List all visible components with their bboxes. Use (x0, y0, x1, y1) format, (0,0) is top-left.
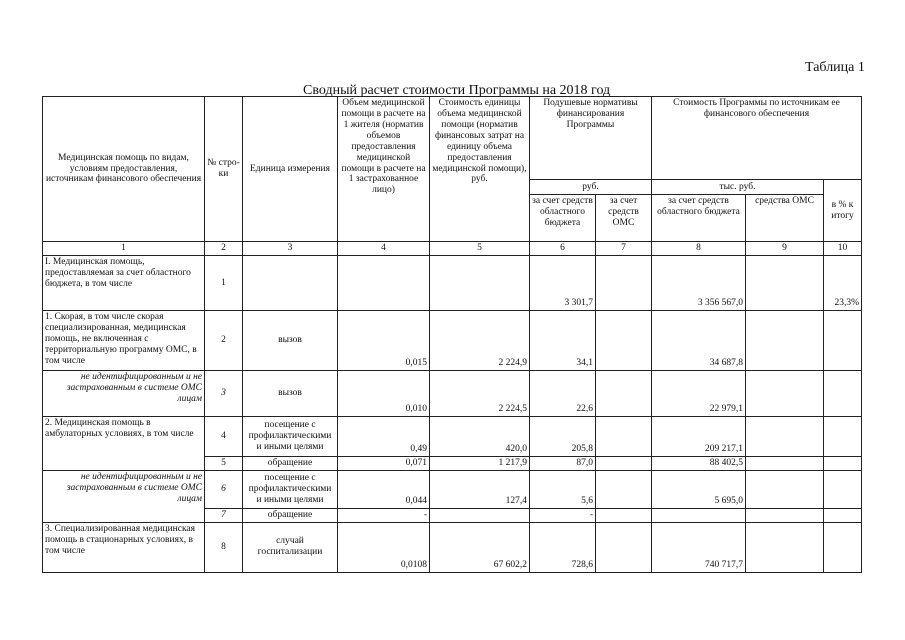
header-col-6: за счет средств областного бюджета (530, 195, 596, 242)
table-number: Таблица 1 (805, 60, 865, 75)
row-norm-oms (596, 457, 652, 471)
row-sum-oms (746, 417, 824, 457)
row-volume: 0,0108 (338, 522, 430, 572)
row-percent (824, 522, 862, 572)
header-col-4: Объем медицинской помощи в расчете на 1 жителя (норматив объемов предоставления медицинской помощи в расчете на 1 застрахованное лицо) (338, 97, 430, 242)
col-number: 6 (530, 242, 596, 256)
row-percent (824, 371, 862, 417)
col-number: 1 (43, 242, 205, 256)
row-unit: обращение (243, 508, 338, 522)
row-norm-budget: 22,6 (530, 371, 596, 417)
row-volume: 0,010 (338, 371, 430, 417)
row-norm-budget: 34,1 (530, 311, 596, 371)
row-sum-oms (746, 311, 824, 371)
row-line-number: 7 (205, 508, 243, 522)
row-sum-budget: 740 717,7 (652, 522, 746, 572)
row-norm-budget: - (530, 508, 596, 522)
row-volume: - (338, 508, 430, 522)
row-sum-oms (746, 470, 824, 508)
row-unit-cost: 67 602,2 (430, 522, 530, 572)
row-name: 1. Скорая, в том числе скорая специализированная, медицинская помощь, не включенная с территориальную программу ОМС, в том числе (43, 311, 205, 371)
row-volume: 0,071 (338, 457, 430, 471)
row-unit: посещение с профилактическими и иными целями (243, 470, 338, 508)
table-row (43, 371, 862, 417)
row-sum-oms (746, 508, 824, 522)
row-name: не идентифицированным и не застрахованным в системе ОМС лицам (43, 470, 205, 522)
row-norm-oms (596, 417, 652, 457)
cost-table (42, 96, 862, 573)
row-unit: вызов (243, 311, 338, 371)
header-col-5: Стоимость единицы объема медицинской помощи (норматив финансовых затрат на единицу объема предоставления медицинской помощи), руб. (430, 97, 530, 242)
header-col-9: средства ОМС (746, 195, 824, 242)
row-unit-cost: 127,4 (430, 470, 530, 508)
row-sum-oms (746, 371, 824, 417)
row-norm-oms (596, 470, 652, 508)
header-col-8: за счет средств областного бюджета (652, 195, 746, 242)
row-norm-budget: 5,6 (530, 470, 596, 508)
row-norm-budget: 205,8 (530, 417, 596, 457)
row-percent (824, 470, 862, 508)
row-norm-budget: 728,6 (530, 522, 596, 572)
row-volume (338, 256, 430, 311)
col-number: 7 (596, 242, 652, 256)
row-unit: вызов (243, 371, 338, 417)
row-unit-cost: 2 224,5 (430, 371, 530, 417)
row-percent (824, 311, 862, 371)
row-percent (824, 417, 862, 457)
row-sum-oms (746, 522, 824, 572)
row-unit-cost (430, 508, 530, 522)
row-norm-oms (596, 522, 652, 572)
col-number: 9 (746, 242, 824, 256)
row-unit (243, 256, 338, 311)
row-percent (824, 508, 862, 522)
header-col-2: № стро-ки (205, 97, 243, 242)
row-line-number: 2 (205, 311, 243, 371)
row-sum-budget: 34 687,8 (652, 311, 746, 371)
row-sum-budget (652, 508, 746, 522)
row-unit-cost: 420,0 (430, 417, 530, 457)
table-row (43, 522, 862, 572)
col-number: 2 (205, 242, 243, 256)
row-norm-oms (596, 371, 652, 417)
row-sum-budget: 209 217,1 (652, 417, 746, 457)
row-sum-oms (746, 256, 824, 311)
row-unit: случай госпитализации (243, 522, 338, 572)
header-col-10: в % к итогу (824, 180, 862, 242)
row-volume: 0,015 (338, 311, 430, 371)
row-unit: посещение с профилактическими и иными целями (243, 417, 338, 457)
col-number: 10 (824, 242, 862, 256)
row-line-number: 1 (205, 256, 243, 311)
row-line-number: 8 (205, 522, 243, 572)
header-norms-group: Подушевые нормативы финансирования Программы (530, 97, 652, 180)
header-cost-group: Стоимость Программы по источникам ее финансового обеспечения (652, 97, 862, 180)
row-name: I. Медицинская помощь, предоставляемая за счет областного бюджета, в том числе (43, 256, 205, 311)
row-line-number: 6 (205, 470, 243, 508)
col-number: 8 (652, 242, 746, 256)
row-line-number: 3 (205, 371, 243, 417)
column-number-row (43, 242, 862, 256)
col-number: 4 (338, 242, 430, 256)
row-sum-budget: 88 402,5 (652, 457, 746, 471)
row-norm-oms (596, 311, 652, 371)
row-volume: 0,49 (338, 417, 430, 457)
header-thous-rub: тыс. руб. (652, 180, 824, 195)
row-line-number: 5 (205, 457, 243, 471)
row-norm-oms (596, 256, 652, 311)
header-col-3: Единица измерения (243, 97, 338, 242)
row-sum-budget: 5 695,0 (652, 470, 746, 508)
header-col-7: за счет средств ОМС (596, 195, 652, 242)
row-sum-budget: 22 979,1 (652, 371, 746, 417)
row-unit-cost: 1 217,9 (430, 457, 530, 471)
table-row (43, 256, 862, 311)
header-row-1 (43, 97, 862, 180)
row-percent (824, 457, 862, 471)
row-percent: 23,3% (824, 256, 862, 311)
table-row (43, 470, 862, 508)
row-norm-budget: 3 301,7 (530, 256, 596, 311)
row-norm-budget: 87,0 (530, 457, 596, 471)
table-row (43, 311, 862, 371)
row-name: 3. Специализированная медицинская помощь в стационарных условиях, в том числе (43, 522, 205, 572)
row-unit: обращение (243, 457, 338, 471)
row-volume: 0,044 (338, 470, 430, 508)
header-col-1: Медицинская помощь по видам, условиям предоставления, источникам финансового обеспечения (43, 97, 205, 242)
header-rub: руб. (530, 180, 652, 195)
col-number: 3 (243, 242, 338, 256)
row-line-number: 4 (205, 417, 243, 457)
row-sum-budget: 3 356 567,0 (652, 256, 746, 311)
row-name: не идентифицированным и не застрахованным в системе ОМС лицам (43, 371, 205, 417)
document-title: Сводный расчет стоимости Программы на 2018 год (303, 83, 611, 98)
row-norm-oms (596, 508, 652, 522)
row-unit-cost: 2 224,9 (430, 311, 530, 371)
row-name: 2. Медицинская помощь в амбулаторных условиях, в том числе (43, 417, 205, 471)
row-unit-cost (430, 256, 530, 311)
col-number: 5 (430, 242, 530, 256)
table-row (43, 417, 862, 457)
row-sum-oms (746, 457, 824, 471)
